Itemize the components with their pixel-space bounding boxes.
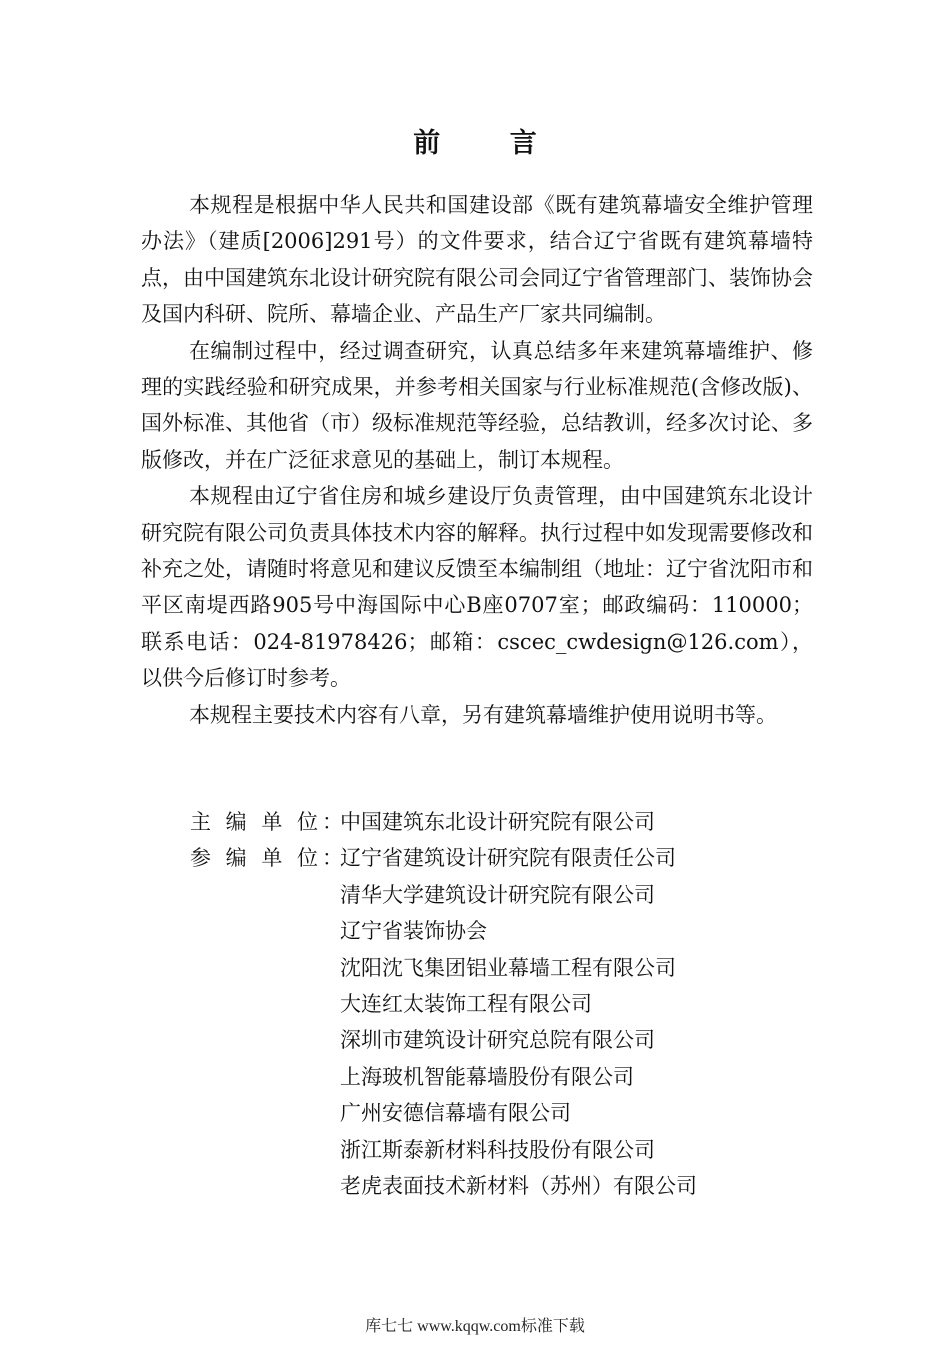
participating-units-list [340, 840, 830, 1204]
participating-unit: 沈阳沈飞集团铝业幕墙工程有限公司 [340, 955, 676, 980]
chief-unit-label: 主 编 单 位： [190, 810, 348, 834]
participating-unit: 上海玻机智能幕墙股份有限公司 [340, 1064, 634, 1089]
paragraph: 本规程主要技术内容有八章，另有建筑幕墙维护使用说明书等。 [189, 702, 777, 727]
paragraph: 在编制过程中，经过调查研究，认真总结多年来建筑幕墙维护、修理的实践经验和研究成果，并参考相关国家与行业标准规范(含修改版)、国外标准、其他省（市）级标准规范等经验，总结教训，经多次讨论、多版修改，并在广泛征求意见的基础上，制订本规程。 [141, 338, 813, 472]
page-title: 前 言 [413, 128, 567, 159]
participating-unit: 广州安德信幕墙有限公司 [340, 1101, 571, 1126]
footer-watermark: 库七七 www.kqqw.com标准下载 [365, 1318, 585, 1335]
units-section [190, 804, 830, 1204]
preface-body [141, 187, 813, 733]
participating-unit: 辽宁省建筑设计研究院有限责任公司 [340, 846, 676, 871]
participating-unit: 浙江斯泰新材料科技股份有限公司 [340, 1137, 655, 1162]
paragraph: 本规程由辽宁省住房和城乡建设厅负责管理，由中国建筑东北设计研究院有限公司负责具体技术内容的解释。执行过程中如发现需要修改和补充之处，请随时将意见和建议反馈至本编制组（地址：辽宁省沈阳市和平区南堤西路905号中海国际中心B座0707室；邮政编码：110000；联系电话：024-81978426；邮箱：cscec_cwdesign@126.com），以供今后修订时参考。 [141, 484, 813, 691]
chief-unit-name: 中国建筑东北设计研究院有限公司 [340, 810, 655, 834]
participating-unit: 大连红太装饰工程有限公司 [340, 992, 592, 1017]
participating-unit: 辽宁省装饰协会 [340, 919, 487, 944]
chief-unit-row [190, 804, 830, 840]
participating-unit: 清华大学建筑设计研究院有限公司 [340, 882, 655, 907]
paragraph: 本规程是根据中华人民共和国建设部《既有建筑幕墙安全维护管理办法》（建质[2006]291号）的文件要求，结合辽宁省既有建筑幕墙特点，由中国建筑东北设计研究院有限公司会同辽宁省管理部门、装饰协会及国内科研、院所、幕墙企业、产品生产厂家共同编制。 [141, 193, 813, 327]
participating-units-row [190, 840, 830, 1204]
participating-units-label: 参 编 单 位： [190, 846, 348, 871]
participating-unit: 深圳市建筑设计研究总院有限公司 [340, 1028, 655, 1053]
participating-unit: 老虎表面技术新材料（苏州）有限公司 [340, 1174, 697, 1199]
